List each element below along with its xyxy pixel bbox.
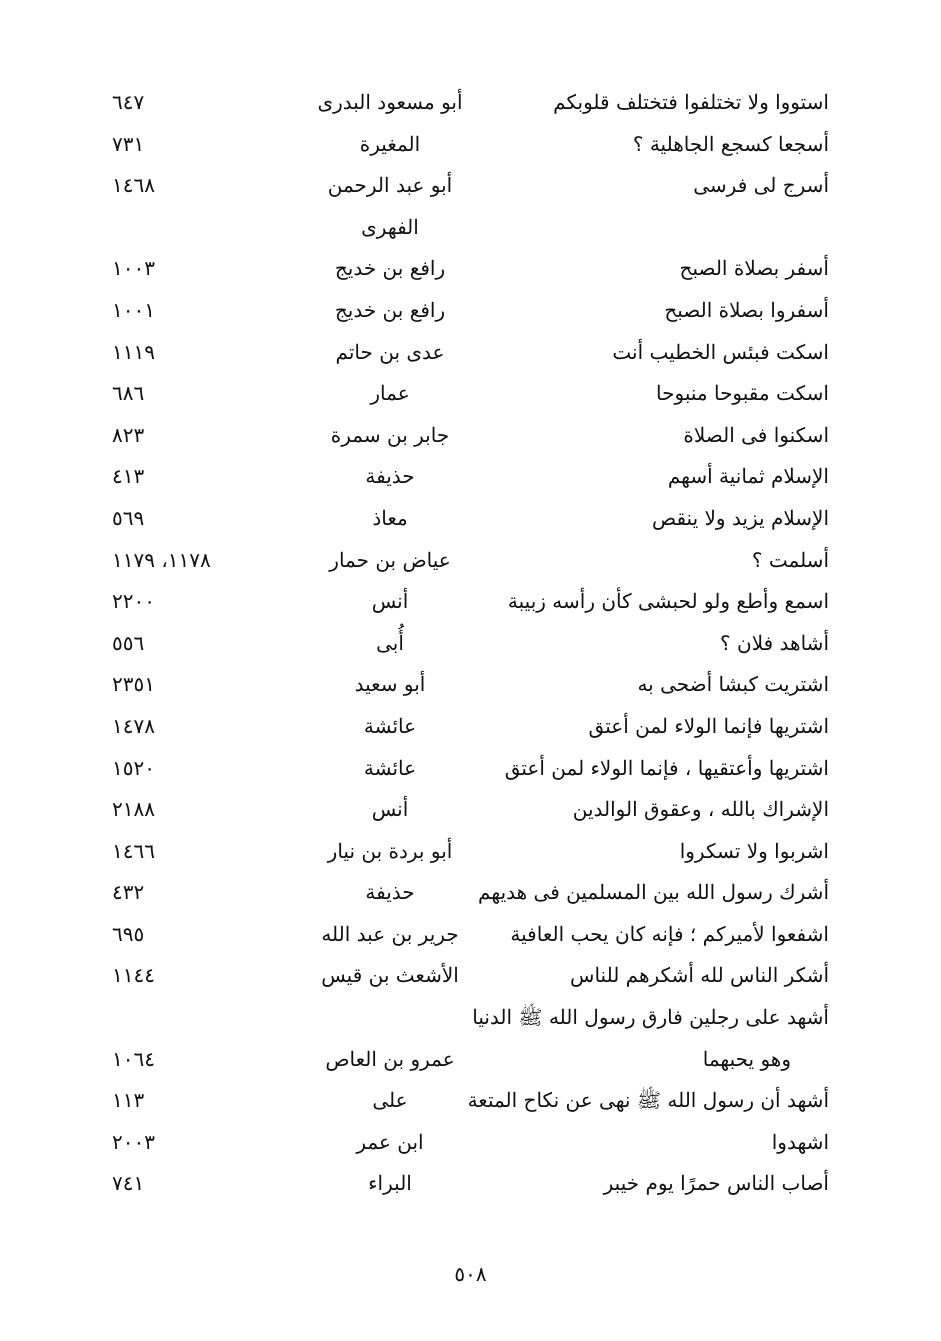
hadith-text: أسجعا كسجع الجاهلية ؟ — [632, 131, 829, 156]
index-row — [0, 498, 941, 540]
hadith-number: ١٠٠١ — [112, 297, 155, 322]
hadith-text: اشتريها وأعتقيها ، فإنما الولاء لمن أعتق — [504, 755, 829, 780]
index-row — [0, 415, 941, 457]
index-row — [0, 290, 941, 332]
hadith-number: ٢١٨٨ — [112, 797, 155, 822]
narrator-name: رافع بن خديج — [334, 256, 446, 281]
hadith-number: ٨٢٣ — [112, 422, 145, 447]
index-row — [0, 664, 941, 706]
hadith-number: ٥٥٦ — [112, 630, 145, 655]
narrator-name: عائشة — [363, 755, 417, 780]
narrator-name: أبو بردة بن نيار — [327, 838, 453, 863]
hadith-text: أشكر الناس لله أشكرهم للناس — [570, 963, 829, 988]
index-row — [0, 165, 941, 207]
hadith-text: اشهدوا — [771, 1129, 829, 1154]
narrator-name: ابن عمر — [356, 1129, 424, 1154]
narrator-name: حذيفة — [365, 464, 415, 489]
index-row — [0, 872, 941, 914]
narrator-name: على — [372, 1088, 408, 1113]
hadith-number: ٥٦٩ — [112, 505, 145, 530]
hadith-number: ٧٣١ — [112, 131, 145, 156]
index-row — [0, 955, 941, 997]
hadith-number: ١١١٩ — [112, 339, 155, 364]
hadith-text: أسلمت ؟ — [751, 547, 829, 572]
narrator-name: عمرو بن العاص — [325, 1046, 455, 1071]
hadith-number: ٤١٣ — [112, 464, 145, 489]
index-row — [0, 789, 941, 831]
narrator-name: المغيرة — [359, 131, 421, 156]
narrator-name: أنس — [371, 589, 409, 614]
index-row — [0, 82, 941, 124]
narrator-name: الفهرى — [361, 214, 419, 239]
hadith-text: استووا ولا تختلفوا فتختلف قلوبكم — [553, 90, 829, 114]
narrator-name: أبو عبد الرحمن — [327, 173, 453, 198]
narrator-name: جرير بن عبد الله — [321, 921, 459, 946]
hadith-number: ٢٢٠٠ — [112, 589, 155, 614]
hadith-text: أشهد على رجلين فارق رسول الله ﷺ الدنيا — [472, 1005, 829, 1030]
index-row — [0, 581, 941, 623]
narrator-name: أنس — [371, 797, 409, 822]
hadith-text: أشهد أن رسول الله ﷺ نهى عن نكاح المتعة — [467, 1088, 829, 1113]
narrator-name: أُبى — [376, 630, 404, 655]
hadith-text: أسفروا بصلاة الصبح — [664, 297, 829, 322]
index-row — [0, 1039, 941, 1081]
narrator-name: عائشة — [363, 713, 417, 738]
hadith-text: أشاهد فلان ؟ — [720, 630, 829, 655]
index-row — [0, 623, 941, 665]
narrator-name: أبو مسعود البدرى — [317, 90, 463, 114]
index-row — [0, 332, 941, 374]
index-row — [0, 831, 941, 873]
hadith-number: ٢٠٠٣ — [112, 1129, 155, 1154]
hadith-text: اشربوا ولا تسكروا — [679, 838, 829, 863]
hadith-number: ٧٤١ — [112, 1171, 145, 1196]
index-row — [0, 997, 941, 1039]
hadith-number: ١٤٦٨ — [112, 173, 155, 198]
page-number: ٥٠٨ — [454, 1262, 487, 1286]
index-row — [0, 1122, 941, 1164]
narrator-name: حذيفة — [365, 880, 415, 905]
narrator-name: عمار — [370, 381, 410, 406]
narrator-name: رافع بن خديج — [334, 297, 446, 322]
hadith-text: اسكت مقبوحا منبوحا — [656, 381, 829, 406]
hadith-number: ٤٣٢ — [112, 880, 145, 905]
hadith-number: ١٥٢٠ — [112, 755, 155, 780]
narrator-name: عدى بن حاتم — [335, 339, 445, 364]
index-row — [0, 540, 941, 582]
hadith-text: أشرك رسول الله بين المسلمين فى هديهم — [478, 880, 829, 905]
narrator-name: عياض بن حمار — [329, 547, 451, 572]
narrator-name: البراء — [368, 1171, 412, 1196]
hadith-text: الإسلام ثمانية أسهم — [667, 464, 829, 489]
hadith-number: ١٤٦٦ — [112, 838, 155, 863]
hadith-number: ١١٤٤ — [112, 963, 155, 988]
hadith-index-table — [0, 82, 941, 1205]
hadith-number: ١٠٦٤ — [112, 1046, 155, 1071]
hadith-text: اشفعوا لأميركم ؛ فإنه كان يحب العافية — [510, 921, 829, 946]
index-row — [0, 456, 941, 498]
hadith-number: ١١٧٨، ١١٧٩ — [112, 547, 211, 572]
hadith-number: ١٤٧٨ — [112, 713, 155, 738]
hadith-number: ٦٤٧ — [112, 90, 145, 114]
index-row — [0, 248, 941, 290]
index-row — [0, 1080, 941, 1122]
index-row — [0, 1163, 941, 1205]
hadith-text: أسفر بصلاة الصبح — [679, 256, 829, 281]
hadith-text: الإشراك بالله ، وعقوق الوالدين — [572, 797, 829, 822]
hadith-text: اسكنوا فى الصلاة — [683, 422, 829, 447]
narrator-name: جابر بن سمرة — [330, 422, 450, 447]
hadith-text: الإسلام يزيد ولا ينقص — [651, 505, 829, 530]
narrator-name: الأشعث بن قيس — [321, 963, 459, 988]
index-row — [0, 914, 941, 956]
hadith-text: اشتريت كبشا أضحى به — [637, 672, 829, 697]
index-row — [0, 748, 941, 790]
hadith-text: أصاب الناس حمرًا يوم خيبر — [603, 1171, 829, 1196]
index-row — [0, 373, 941, 415]
hadith-number: ١١٣ — [112, 1088, 145, 1113]
index-row — [0, 124, 941, 166]
hadith-text: اسمع وأطع ولو لحبشى كأن رأسه زبيبة — [507, 589, 829, 614]
hadith-text: اشتريها فإنما الولاء لمن أعتق — [588, 713, 829, 738]
hadith-number: ٦٨٦ — [112, 381, 145, 406]
hadith-text: اسكت فبئس الخطيب أنت — [612, 339, 829, 364]
index-row — [0, 706, 941, 748]
hadith-number: ٦٩٥ — [112, 921, 145, 946]
hadith-text: وهو يحبهما — [702, 1046, 791, 1071]
hadith-number: ٢٣٥١ — [112, 672, 155, 697]
hadith-text: أسرج لى فرسى — [693, 173, 829, 198]
hadith-number: ١٠٠٣ — [112, 256, 155, 281]
narrator-name: معاذ — [372, 505, 408, 530]
narrator-name: أبو سعيد — [354, 672, 426, 697]
index-row — [0, 207, 941, 249]
